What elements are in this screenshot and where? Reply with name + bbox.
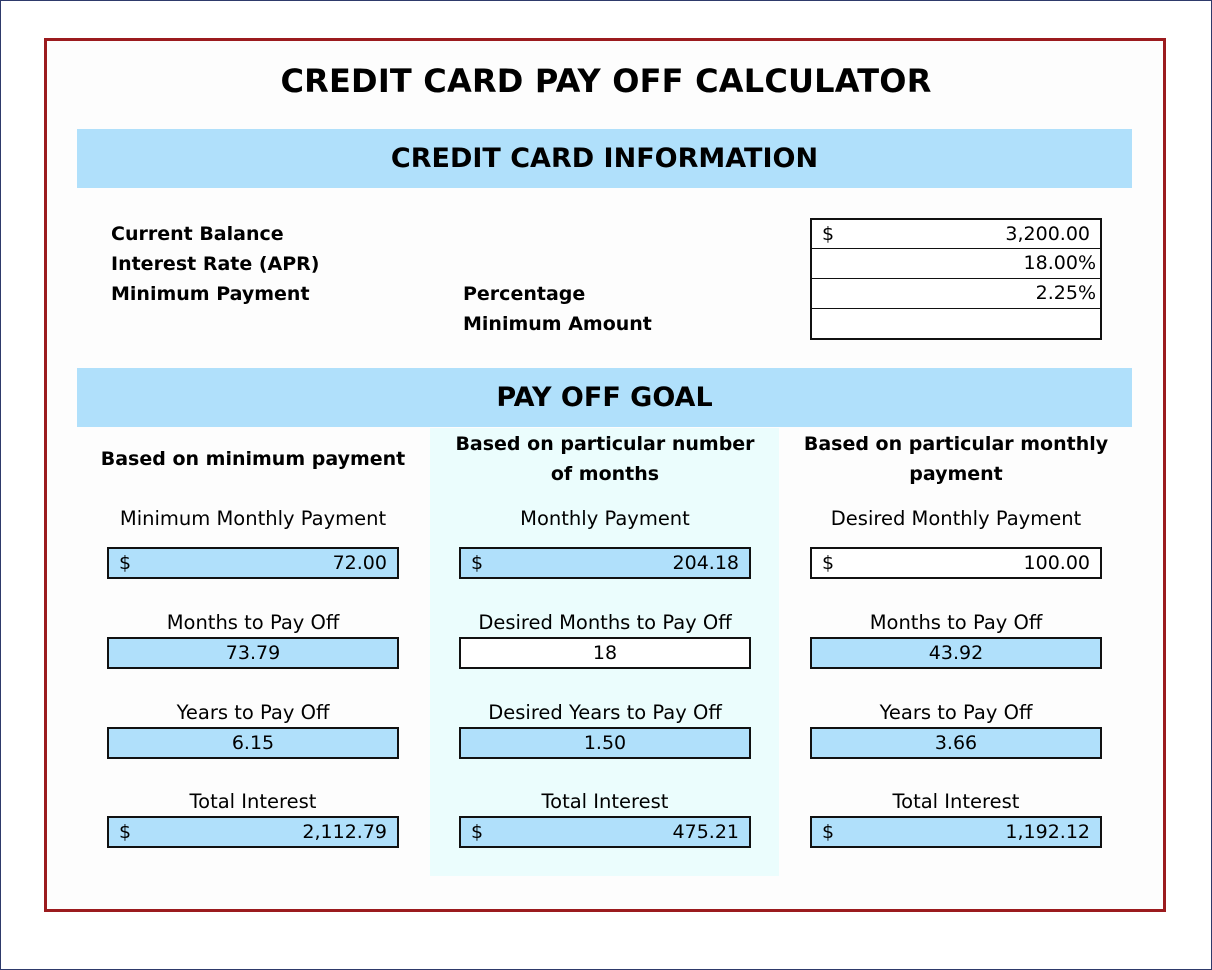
currency-symbol: $ bbox=[822, 552, 835, 574]
interest-rate-label: Interest Rate (APR) bbox=[111, 253, 320, 275]
years-to-pay-off-value: 3.66 bbox=[934, 732, 978, 754]
pay-off-goal-header: PAY OFF GOAL bbox=[77, 368, 1132, 427]
page-title: CREDIT CARD PAY OFF CALCULATOR bbox=[280, 62, 932, 100]
minimum-payment-label: Minimum Payment bbox=[111, 283, 310, 305]
minimum-amount-input[interactable] bbox=[810, 308, 1102, 340]
percentage-label: Percentage bbox=[463, 283, 586, 305]
total-interest-label: Total Interest bbox=[541, 790, 669, 813]
currency-symbol: $ bbox=[471, 552, 484, 574]
minimum-amount-label: Minimum Amount bbox=[463, 313, 652, 335]
desired-years-label: Desired Years to Pay Off bbox=[488, 701, 722, 724]
months-to-pay-off-output bbox=[107, 637, 399, 669]
currency-symbol: $ bbox=[822, 821, 835, 843]
years-to-pay-off-output bbox=[810, 727, 1102, 759]
desired-months-value: 18 bbox=[592, 642, 618, 664]
currency-symbol: $ bbox=[822, 223, 835, 245]
months-to-pay-off-value: 73.79 bbox=[225, 642, 281, 664]
minimum-monthly-payment-value: 72.00 bbox=[332, 552, 387, 574]
interest-rate-input[interactable] bbox=[810, 248, 1102, 279]
desired-months-input[interactable] bbox=[459, 637, 751, 669]
total-interest-output bbox=[459, 816, 751, 848]
desired-monthly-payment-input[interactable] bbox=[810, 547, 1102, 579]
total-interest-label: Total Interest bbox=[892, 790, 1020, 813]
percentage-value: 2.25% bbox=[1035, 282, 1096, 304]
years-to-pay-off-label: Years to Pay Off bbox=[176, 701, 330, 724]
months-to-pay-off-label: Months to Pay Off bbox=[869, 611, 1043, 634]
column-heading-minimum-payment: Based on minimum payment bbox=[100, 448, 406, 470]
column-heading-monthly-payment: Based on particular monthly payment bbox=[803, 433, 1109, 485]
column-heading-number-of-months: Based on particular number of months bbox=[455, 433, 755, 485]
minimum-monthly-payment-label: Minimum Monthly Payment bbox=[119, 507, 387, 530]
years-to-pay-off-label: Years to Pay Off bbox=[879, 701, 1033, 724]
desired-years-output bbox=[459, 727, 751, 759]
currency-symbol: $ bbox=[119, 552, 132, 574]
total-interest-value: 1,192.12 bbox=[1005, 821, 1090, 843]
currency-symbol: $ bbox=[471, 821, 484, 843]
total-interest-value: 475.21 bbox=[672, 821, 739, 843]
years-to-pay-off-output bbox=[107, 727, 399, 759]
total-interest-value: 2,112.79 bbox=[302, 821, 387, 843]
minimum-monthly-payment-output bbox=[107, 547, 399, 579]
monthly-payment-value: 204.18 bbox=[672, 552, 739, 574]
months-to-pay-off-value: 43.92 bbox=[928, 642, 984, 664]
monthly-payment-output bbox=[459, 547, 751, 579]
desired-months-label: Desired Months to Pay Off bbox=[478, 611, 732, 634]
credit-card-info-header: CREDIT CARD INFORMATION bbox=[77, 129, 1132, 188]
desired-monthly-payment-value: 100.00 bbox=[1023, 552, 1090, 574]
total-interest-label: Total Interest bbox=[189, 790, 317, 813]
percentage-input[interactable] bbox=[810, 278, 1102, 309]
months-to-pay-off-output bbox=[810, 637, 1102, 669]
currency-symbol: $ bbox=[119, 821, 132, 843]
desired-monthly-payment-label: Desired Monthly Payment bbox=[830, 507, 1082, 530]
current-balance-label: Current Balance bbox=[111, 223, 284, 245]
desired-years-value: 1.50 bbox=[583, 732, 627, 754]
years-to-pay-off-value: 6.15 bbox=[231, 732, 275, 754]
interest-rate-value: 18.00% bbox=[1023, 252, 1096, 274]
current-balance-value: 3,200.00 bbox=[1005, 223, 1090, 245]
total-interest-output bbox=[107, 816, 399, 848]
total-interest-output bbox=[810, 816, 1102, 848]
monthly-payment-label: Monthly Payment bbox=[520, 507, 690, 530]
current-balance-input[interactable] bbox=[810, 218, 1102, 249]
months-to-pay-off-label: Months to Pay Off bbox=[166, 611, 340, 634]
